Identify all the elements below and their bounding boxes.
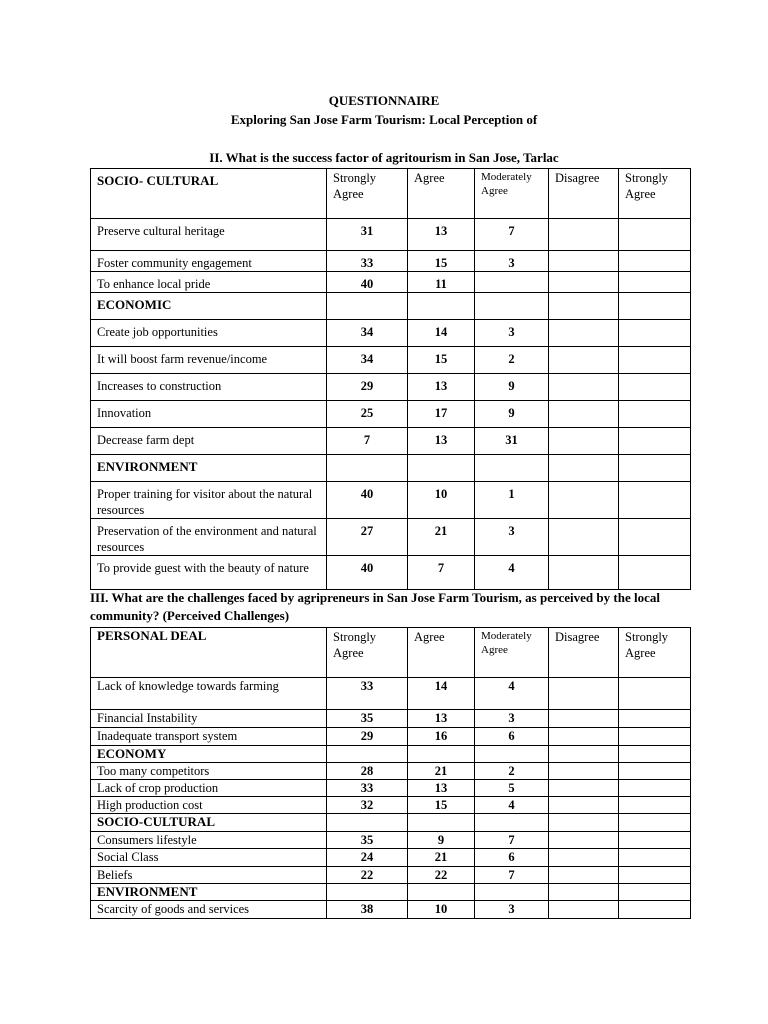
table-row bbox=[91, 832, 691, 849]
item-label: Lack of crop production bbox=[91, 780, 327, 797]
empty-cell bbox=[549, 746, 619, 763]
value-cell: 5 bbox=[475, 780, 549, 797]
item-label: Inadequate transport system bbox=[91, 728, 327, 746]
value-cell: 31 bbox=[475, 428, 549, 455]
value-cell: 35 bbox=[327, 832, 408, 849]
value-cell bbox=[619, 678, 691, 710]
empty-cell bbox=[619, 746, 691, 763]
value-cell: 9 bbox=[475, 401, 549, 428]
success-factor-table bbox=[90, 168, 691, 590]
section-2-question: II. What is the success factor of agritourism in San Jose, Tarlac bbox=[209, 150, 559, 165]
value-cell: 13 bbox=[408, 428, 475, 455]
value-cell bbox=[549, 710, 619, 728]
column-header: Agree bbox=[408, 628, 475, 678]
table-row bbox=[91, 728, 691, 746]
table-row bbox=[91, 428, 691, 455]
value-cell: 34 bbox=[327, 320, 408, 347]
table-row bbox=[91, 320, 691, 347]
value-cell bbox=[619, 272, 691, 293]
empty-cell bbox=[475, 884, 549, 901]
value-cell bbox=[549, 763, 619, 780]
table-row bbox=[91, 797, 691, 814]
value-cell bbox=[619, 710, 691, 728]
value-cell bbox=[549, 374, 619, 401]
value-cell: 3 bbox=[475, 320, 549, 347]
table-row bbox=[91, 519, 691, 556]
value-cell bbox=[619, 867, 691, 884]
value-cell bbox=[619, 780, 691, 797]
value-cell bbox=[619, 347, 691, 374]
value-cell: 3 bbox=[475, 710, 549, 728]
value-cell bbox=[549, 272, 619, 293]
value-cell: 13 bbox=[408, 710, 475, 728]
empty-cell bbox=[619, 814, 691, 832]
item-label: Social Class bbox=[91, 849, 327, 867]
empty-cell bbox=[475, 746, 549, 763]
category-row bbox=[91, 814, 691, 832]
empty-cell bbox=[475, 293, 549, 320]
empty-cell bbox=[619, 884, 691, 901]
value-cell: 7 bbox=[475, 832, 549, 849]
value-cell: 40 bbox=[327, 272, 408, 293]
table-row bbox=[91, 678, 691, 710]
category-label: ENVIRONMENT bbox=[91, 455, 327, 482]
value-cell bbox=[549, 832, 619, 849]
value-cell: 17 bbox=[408, 401, 475, 428]
table-row bbox=[91, 374, 691, 401]
empty-cell bbox=[327, 746, 408, 763]
value-cell: 6 bbox=[475, 728, 549, 746]
empty-cell bbox=[549, 884, 619, 901]
column-header: Strongly Agree bbox=[619, 169, 691, 219]
value-cell: 15 bbox=[408, 251, 475, 272]
item-label: High production cost bbox=[91, 797, 327, 814]
table-row bbox=[91, 710, 691, 728]
value-cell bbox=[475, 272, 549, 293]
item-label: Beliefs bbox=[91, 867, 327, 884]
item-label: Innovation bbox=[91, 401, 327, 428]
category-label: ECONOMIC bbox=[91, 293, 327, 320]
value-cell bbox=[619, 251, 691, 272]
empty-cell bbox=[619, 293, 691, 320]
value-cell bbox=[549, 867, 619, 884]
value-cell: 4 bbox=[475, 678, 549, 710]
value-cell: 7 bbox=[475, 219, 549, 251]
column-header: Strongly Agree bbox=[619, 628, 691, 678]
value-cell bbox=[619, 763, 691, 780]
value-cell: 14 bbox=[408, 678, 475, 710]
value-cell bbox=[549, 401, 619, 428]
value-cell: 33 bbox=[327, 251, 408, 272]
table-row bbox=[91, 901, 691, 919]
value-cell: 40 bbox=[327, 482, 408, 519]
value-cell bbox=[619, 849, 691, 867]
empty-cell bbox=[475, 455, 549, 482]
value-cell: 33 bbox=[327, 780, 408, 797]
questionnaire-subtitle: Exploring San Jose Farm Tourism: Local Perception of bbox=[230, 112, 538, 127]
value-cell bbox=[549, 780, 619, 797]
value-cell: 10 bbox=[408, 901, 475, 919]
column-header: Moderately Agree bbox=[475, 628, 549, 678]
value-cell: 9 bbox=[408, 832, 475, 849]
value-cell: 21 bbox=[408, 763, 475, 780]
category-row bbox=[91, 455, 691, 482]
item-label: It will boost farm revenue/income bbox=[91, 347, 327, 374]
table-row bbox=[91, 763, 691, 780]
value-cell: 11 bbox=[408, 272, 475, 293]
value-cell: 40 bbox=[327, 556, 408, 590]
value-cell: 31 bbox=[327, 219, 408, 251]
category-label: ECONOMY bbox=[91, 746, 327, 763]
empty-cell bbox=[408, 293, 475, 320]
value-cell: 13 bbox=[408, 374, 475, 401]
table-header-row bbox=[91, 628, 691, 678]
item-label: Preserve cultural heritage bbox=[91, 219, 327, 251]
value-cell bbox=[549, 797, 619, 814]
value-cell: 3 bbox=[475, 519, 549, 556]
empty-cell bbox=[408, 746, 475, 763]
value-cell: 16 bbox=[408, 728, 475, 746]
item-label: Consumers lifestyle bbox=[91, 832, 327, 849]
value-cell: 4 bbox=[475, 556, 549, 590]
value-cell: 34 bbox=[327, 347, 408, 374]
value-cell bbox=[549, 519, 619, 556]
value-cell: 35 bbox=[327, 710, 408, 728]
perceived-challenges-table bbox=[90, 627, 691, 919]
category-row bbox=[91, 293, 691, 320]
value-cell bbox=[549, 428, 619, 455]
column-header: Agree bbox=[408, 169, 475, 219]
value-cell: 32 bbox=[327, 797, 408, 814]
item-label: Too many competitors bbox=[91, 763, 327, 780]
table-row bbox=[91, 482, 691, 519]
item-label: Increases to construction bbox=[91, 374, 327, 401]
item-label: Decrease farm dept bbox=[91, 428, 327, 455]
item-label: Lack of knowledge towards farming bbox=[91, 678, 327, 710]
value-cell: 7 bbox=[327, 428, 408, 455]
table-row bbox=[91, 556, 691, 590]
category-label: SOCIO-CULTURAL bbox=[91, 814, 327, 832]
value-cell bbox=[619, 901, 691, 919]
value-cell bbox=[619, 832, 691, 849]
value-cell bbox=[549, 556, 619, 590]
value-cell: 4 bbox=[475, 797, 549, 814]
empty-cell bbox=[408, 814, 475, 832]
value-cell bbox=[549, 347, 619, 374]
empty-cell bbox=[327, 884, 408, 901]
empty-cell bbox=[408, 884, 475, 901]
value-cell bbox=[619, 482, 691, 519]
value-cell: 9 bbox=[475, 374, 549, 401]
category-row bbox=[91, 884, 691, 901]
empty-cell bbox=[619, 455, 691, 482]
empty-cell bbox=[549, 455, 619, 482]
value-cell: 27 bbox=[327, 519, 408, 556]
value-cell bbox=[619, 428, 691, 455]
value-cell: 25 bbox=[327, 401, 408, 428]
value-cell bbox=[619, 797, 691, 814]
value-cell: 3 bbox=[475, 251, 549, 272]
value-cell: 22 bbox=[327, 867, 408, 884]
item-label: Proper training for visitor about the natural resources bbox=[91, 482, 327, 519]
value-cell: 13 bbox=[408, 219, 475, 251]
table-row bbox=[91, 401, 691, 428]
value-cell bbox=[549, 251, 619, 272]
item-label: Preservation of the environment and natural resources bbox=[91, 519, 327, 556]
item-label: Financial Instability bbox=[91, 710, 327, 728]
table-row bbox=[91, 867, 691, 884]
value-cell: 21 bbox=[408, 519, 475, 556]
value-cell bbox=[549, 849, 619, 867]
value-cell: 7 bbox=[475, 867, 549, 884]
column-header: Disagree bbox=[549, 628, 619, 678]
value-cell bbox=[619, 320, 691, 347]
section-3-question: III. What are the challenges faced by agripreneurs in San Jose Farm Tourism, as perceived by the local community? (Perceived Challenges) bbox=[90, 590, 660, 623]
value-cell bbox=[549, 901, 619, 919]
value-cell: 3 bbox=[475, 901, 549, 919]
value-cell bbox=[619, 728, 691, 746]
empty-cell bbox=[408, 455, 475, 482]
table-row bbox=[91, 219, 691, 251]
table-row bbox=[91, 272, 691, 293]
value-cell: 14 bbox=[408, 320, 475, 347]
item-label: Create job opportunities bbox=[91, 320, 327, 347]
empty-cell bbox=[327, 293, 408, 320]
item-label: To provide guest with the beauty of nature bbox=[91, 556, 327, 590]
value-cell: 7 bbox=[408, 556, 475, 590]
value-cell bbox=[619, 374, 691, 401]
column-header: Strongly Agree bbox=[327, 628, 408, 678]
value-cell bbox=[619, 219, 691, 251]
column-header: Strongly Agree bbox=[327, 169, 408, 219]
table-row bbox=[91, 347, 691, 374]
value-cell bbox=[619, 556, 691, 590]
column-header: Disagree bbox=[549, 169, 619, 219]
value-cell: 22 bbox=[408, 867, 475, 884]
value-cell: 38 bbox=[327, 901, 408, 919]
value-cell: 10 bbox=[408, 482, 475, 519]
category-label: PERSONAL DEAL bbox=[91, 628, 327, 678]
questionnaire-title: QUESTIONNAIRE bbox=[328, 93, 440, 108]
table-header-row bbox=[91, 169, 691, 219]
category-label: ENVIRONMENT bbox=[91, 884, 327, 901]
column-header: Moderately Agree bbox=[475, 169, 549, 219]
empty-cell bbox=[549, 293, 619, 320]
empty-cell bbox=[327, 455, 408, 482]
table-row bbox=[91, 849, 691, 867]
value-cell: 21 bbox=[408, 849, 475, 867]
value-cell: 29 bbox=[327, 374, 408, 401]
value-cell bbox=[549, 219, 619, 251]
table-row bbox=[91, 780, 691, 797]
value-cell bbox=[619, 519, 691, 556]
value-cell bbox=[549, 678, 619, 710]
value-cell: 29 bbox=[327, 728, 408, 746]
empty-cell bbox=[327, 814, 408, 832]
value-cell: 24 bbox=[327, 849, 408, 867]
category-row bbox=[91, 746, 691, 763]
value-cell: 15 bbox=[408, 347, 475, 374]
value-cell bbox=[549, 482, 619, 519]
value-cell: 15 bbox=[408, 797, 475, 814]
value-cell: 2 bbox=[475, 347, 549, 374]
table-row bbox=[91, 251, 691, 272]
value-cell: 1 bbox=[475, 482, 549, 519]
item-label: To enhance local pride bbox=[91, 272, 327, 293]
value-cell: 28 bbox=[327, 763, 408, 780]
value-cell: 33 bbox=[327, 678, 408, 710]
value-cell bbox=[549, 728, 619, 746]
empty-cell bbox=[549, 814, 619, 832]
category-label: SOCIO- CULTURAL bbox=[91, 169, 327, 219]
value-cell bbox=[549, 320, 619, 347]
item-label: Foster community engagement bbox=[91, 251, 327, 272]
empty-cell bbox=[475, 814, 549, 832]
value-cell: 2 bbox=[475, 763, 549, 780]
value-cell: 13 bbox=[408, 780, 475, 797]
item-label: Scarcity of goods and services bbox=[91, 901, 327, 919]
value-cell: 6 bbox=[475, 849, 549, 867]
value-cell bbox=[619, 401, 691, 428]
